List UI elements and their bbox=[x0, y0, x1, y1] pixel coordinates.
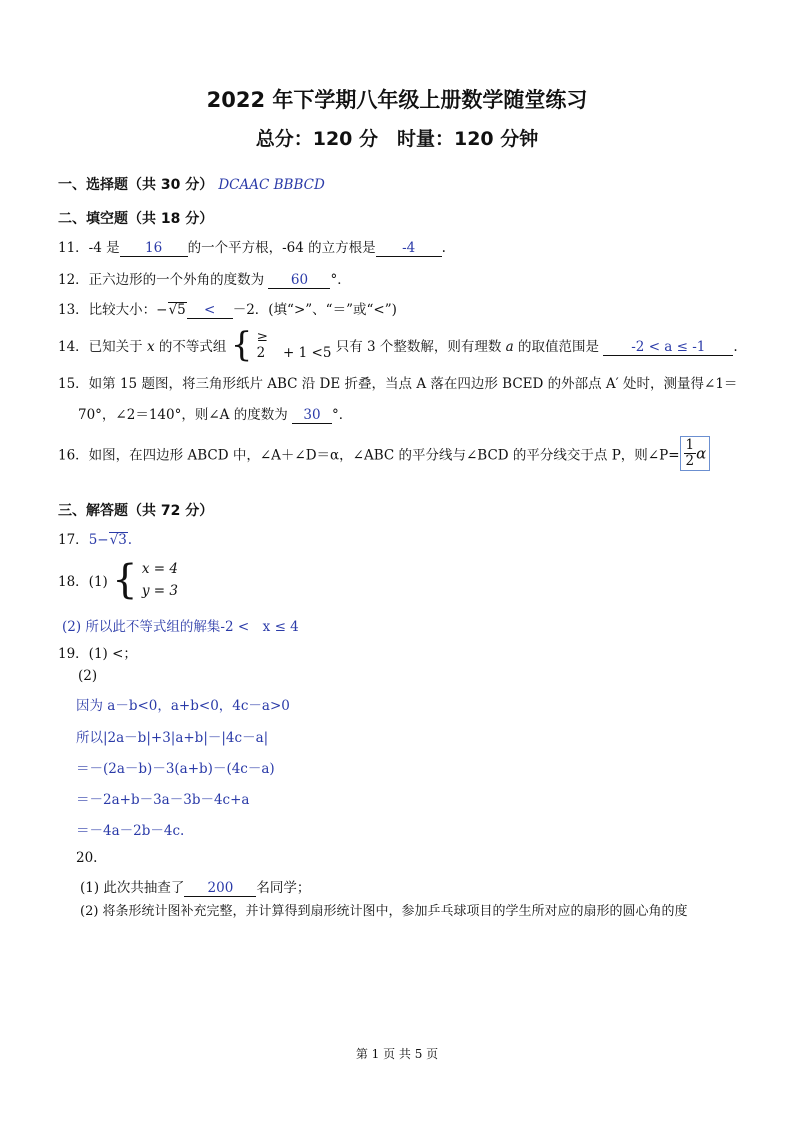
q14-text-d: 的取值范围是 bbox=[513, 338, 604, 355]
q16-text: 16．如图，在四边形 ABCD 中，∠A＋∠D＝α，∠ABC 的平分线与∠BCD 的平分线交于点 P，则∠P= bbox=[58, 447, 680, 464]
q14-ineq-bottom: 2 + 1 <5 bbox=[256, 345, 332, 361]
section-1 bbox=[58, 174, 325, 194]
choice-answers: DCAAC BBBCD bbox=[218, 177, 325, 193]
q11-text-a: 11．-4 是 bbox=[58, 240, 120, 256]
q16-answer-box bbox=[680, 436, 711, 471]
section-1-heading: 一、选择题（共 30 分） bbox=[58, 177, 214, 193]
q17-answer-a: 5− bbox=[88, 532, 109, 548]
q20-blank: 200 bbox=[184, 880, 256, 897]
q20-text-b: 名同学； bbox=[256, 880, 311, 896]
question-19-part-1: 19．(1) <； bbox=[58, 646, 137, 662]
q17-label: 17． bbox=[58, 532, 89, 548]
q13-text-a: 13．比较大小：− bbox=[58, 302, 168, 318]
question-17 bbox=[58, 528, 132, 548]
q17-root: 3 bbox=[118, 532, 127, 548]
q18-system bbox=[142, 558, 178, 602]
q19-line-4: ＝－2a+b－3a－3b－4c+a bbox=[76, 792, 250, 808]
page-subtitle: 总分：120 分 时量：120 分钟 bbox=[255, 128, 539, 150]
q14-text-e: . bbox=[733, 338, 738, 355]
q14-ineq-top: ≥ bbox=[256, 329, 268, 345]
question-15-line-1: 15．如第 15 题图，将三角形纸片 ABC 沿 DE 折叠，当点 A 落在四边形 BCED 的外部点 A′ 处时，测量得∠1＝ bbox=[58, 376, 738, 392]
question-18-part-1 bbox=[58, 558, 178, 604]
q17-answer-b: . bbox=[127, 532, 133, 548]
q20-text-a: (1) 此次共抽查了 bbox=[80, 880, 185, 896]
q16-fraction bbox=[684, 438, 697, 469]
q16-frac-den: 2 bbox=[685, 453, 695, 469]
section-3-heading: 三、解答题（共 72 分） bbox=[58, 503, 214, 519]
question-20-part-1 bbox=[80, 876, 310, 897]
q16-frac-num: 1 bbox=[685, 437, 695, 453]
q13-blank: < bbox=[187, 302, 233, 319]
q14-inequality-system bbox=[257, 329, 332, 361]
q18-eq-2: y = 3 bbox=[141, 583, 178, 599]
q12-blank: 60 bbox=[268, 272, 330, 289]
q19-line-5: ＝－4a－2b－4c. bbox=[76, 823, 185, 839]
question-13 bbox=[58, 298, 397, 319]
q17-sqrt: √3 bbox=[109, 532, 127, 548]
q15-blank: 30 bbox=[292, 407, 332, 424]
question-11 bbox=[58, 236, 446, 257]
section-2-heading: 二、填空题（共 18 分） bbox=[58, 211, 214, 227]
q11-blank-1: 16 bbox=[120, 240, 188, 257]
q11-text-c: . bbox=[441, 240, 446, 256]
q14-text-a: 14．已知关于 bbox=[58, 339, 147, 355]
q12-text-b: °． bbox=[330, 272, 351, 288]
q16-alpha: α bbox=[696, 444, 707, 463]
q14-text-b: 的不等式组 bbox=[154, 339, 227, 355]
question-20-label: 20. bbox=[76, 850, 98, 866]
question-15-line-2 bbox=[78, 403, 352, 424]
q13-sqrt: √5 bbox=[168, 302, 186, 318]
q11-blank-2: -4 bbox=[376, 240, 442, 257]
q14-blank: -2 < a ≤ -1 bbox=[603, 339, 733, 356]
q18-eq-1: x = 4 bbox=[141, 561, 178, 577]
q14-var-x: x bbox=[146, 339, 155, 355]
page-footer: 第 1 页 共 5 页 bbox=[355, 1047, 439, 1061]
question-18-part-2: (2) 所以此不等式组的解集-2 < x ≤ 4 bbox=[62, 619, 299, 635]
q18-brace: { bbox=[112, 557, 138, 603]
q11-text-b: 的一个平方根，-64 的立方根是 bbox=[187, 240, 376, 256]
question-12 bbox=[58, 268, 351, 289]
q13-text-b: －2．(填“>”、“＝”或“<”) bbox=[232, 302, 397, 318]
q19-line-3: ＝－(2a－b)－3(a+b)－(4c－a) bbox=[76, 761, 275, 777]
q14-text-c: 只有 3 个整数解，则有理数 bbox=[335, 338, 506, 355]
q14-brace: { bbox=[230, 325, 253, 365]
question-14 bbox=[58, 325, 738, 365]
q14-var-a: a bbox=[505, 338, 514, 355]
q19-line-2: 所以|2a－b|+3|a+b|－|4c－a| bbox=[76, 730, 269, 746]
q18-label: 18．(1) bbox=[58, 574, 108, 590]
q19-line-1: 因为 a－b<0，a+b<0，4c－a>0 bbox=[76, 698, 290, 714]
question-20-part-2: (2) 将条形统计图补充完整，并计算得到扇形统计图中，参加乒乓球项目的学生所对应的扇形的圆心角的度 bbox=[80, 904, 688, 919]
question-19-part-2: (2) bbox=[78, 668, 98, 684]
q13-root: 5 bbox=[177, 302, 186, 318]
q15-text-a: 70°，∠2＝140°，则∠A 的度数为 bbox=[78, 407, 292, 423]
question-16 bbox=[58, 436, 710, 471]
q15-text-b: °． bbox=[332, 407, 353, 423]
page-title: 2022 年下学期八年级上册数学随堂练习 bbox=[206, 88, 588, 112]
q12-text-a: 12．正六边形的一个外角的度数为 bbox=[58, 272, 269, 288]
